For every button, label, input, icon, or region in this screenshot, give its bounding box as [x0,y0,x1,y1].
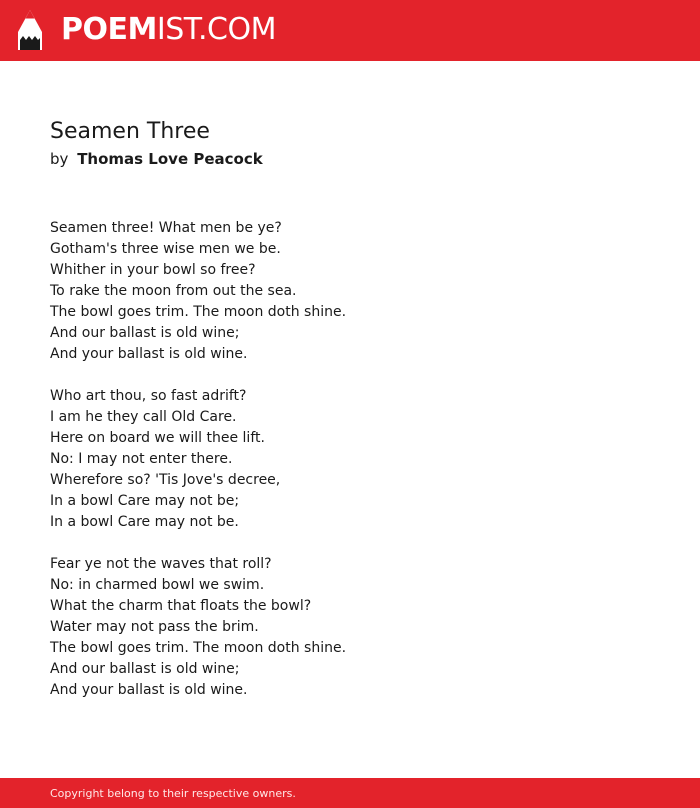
poem-line: The bowl goes trim. The moon doth shine. [50,304,347,320]
poem-line: Wherefore so? 'Tis Jove's decree, [50,472,281,488]
poem-line: To rake the moon from out the sea. [50,283,297,299]
poem-line: In a bowl Care may not be; [50,493,240,509]
poem-line: The bowl goes trim. The moon doth shine. [50,640,347,656]
logo-bold-text: POEM [61,12,157,47]
poem-line: Here on board we will thee lift. [50,430,265,446]
site-footer [0,778,700,808]
poem-line: And our ballast is old wine; [50,325,240,341]
poem-byline [50,148,263,170]
stanza [50,386,346,533]
poem-line: Whither in your bowl so free? [50,262,256,278]
pencil-icon [17,10,43,52]
poem-line: What the charm that floats the bowl? [50,598,312,614]
logo-light-text: IST.COM [156,12,276,47]
poem-line: Who art thou, so fast adrift? [50,388,247,404]
poem-line: Fear ye not the waves that roll? [50,556,272,572]
stanza [50,554,346,701]
poem-line: In a bowl Care may not be. [50,514,239,530]
poem-line: Seamen three! What men be ye? [50,220,282,236]
poem-body [50,218,346,722]
poem-line: And your ballast is old wine. [50,682,248,698]
site-logo[interactable] [61,12,276,48]
author-name[interactable]: Thomas Love Peacock [77,150,263,168]
poem-line: No: in charmed bowl we swim. [50,577,265,593]
poem-line: And your ballast is old wine. [50,346,248,362]
poem-line: No: I may not enter there. [50,451,233,467]
poem-line: Water may not pass the brim. [50,619,259,635]
site-header [0,0,700,61]
by-label: by [50,150,69,168]
stanza [50,218,346,365]
copyright-text: Copyright belong to their respective owners. [50,787,296,800]
poem-line: And our ballast is old wine; [50,661,240,677]
poem-line: Gotham's three wise men we be. [50,241,281,257]
poem-line: I am he they call Old Care. [50,409,237,425]
poem-title: Seamen Three [50,119,210,144]
